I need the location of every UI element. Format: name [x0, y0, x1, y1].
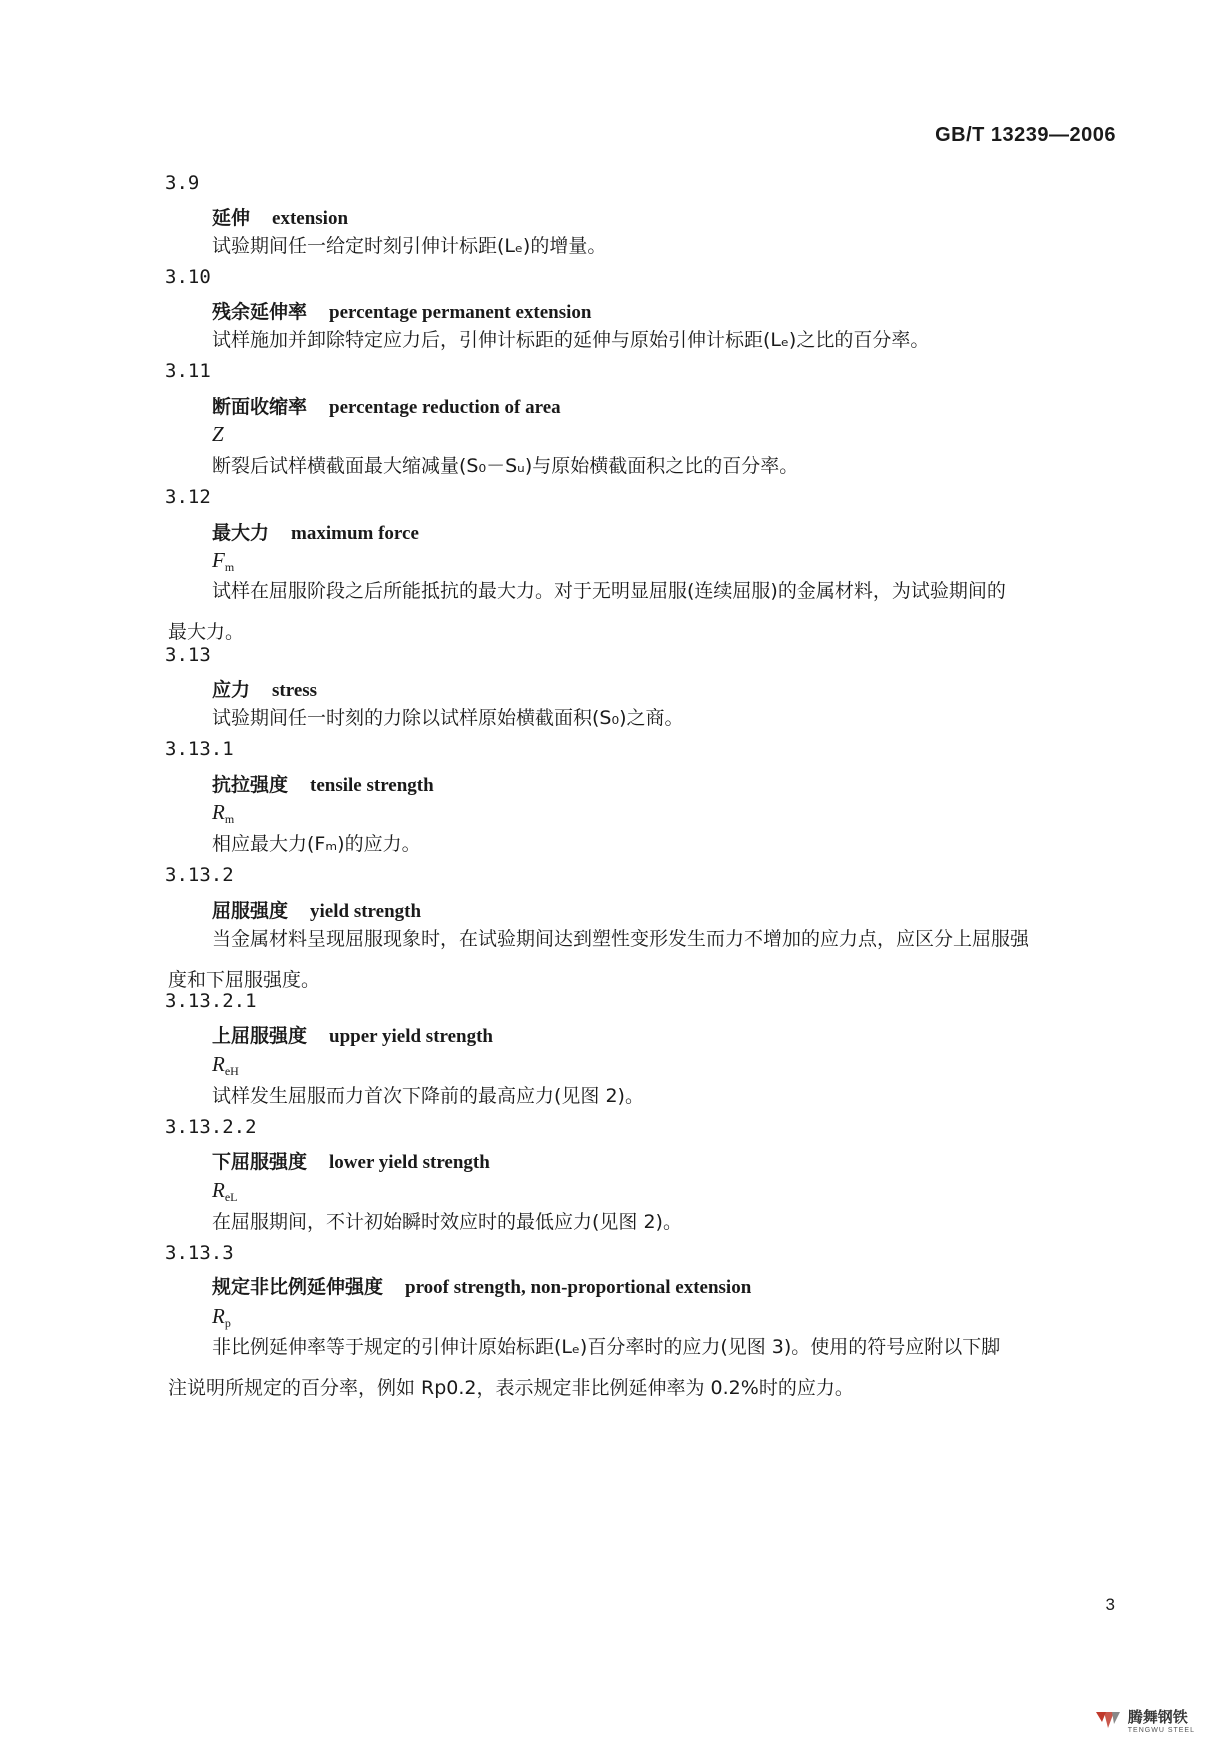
definition-line: 度和下屈服强度。	[168, 969, 321, 991]
symbol-sub: eL	[224, 1190, 238, 1204]
publisher-logo	[1094, 1706, 1195, 1734]
symbol	[212, 800, 234, 827]
term-heading	[212, 392, 561, 419]
definition	[168, 919, 1130, 1001]
definition: 试验期间任一给定时刻引伸计标距(Lₑ)的增量。	[212, 235, 607, 257]
term-en: yield strength	[310, 901, 422, 922]
symbol-sub: p	[224, 1316, 231, 1330]
clause-number: 3.11	[165, 360, 211, 382]
term-zh: 上屈服强度	[212, 1025, 308, 1047]
clause-number: 3.13.2	[165, 864, 234, 886]
definition: 断裂后试样横截面最大缩减量(S₀－Sᵤ)与原始横截面积之比的百分率。	[212, 455, 799, 477]
symbol-main: F	[212, 548, 225, 572]
clause-number: 3.13.2.1	[165, 990, 257, 1012]
term-heading	[212, 518, 419, 545]
symbol-main: R	[212, 1178, 225, 1202]
term-zh: 最大力	[212, 522, 270, 544]
clause-number: 3.13	[165, 644, 211, 666]
clause-number: 3.13.3	[165, 1242, 234, 1264]
clause-number: 3.9	[165, 172, 200, 194]
term-zh: 残余延伸率	[212, 301, 308, 323]
definition-line: 试样在屈服阶段之后所能抵抗的最大力。对于无明显屈服(连续屈服)的金属材料，为试验期间的	[212, 580, 1006, 602]
term-zh: 抗拉强度	[212, 774, 289, 796]
term-heading	[212, 770, 434, 797]
term-zh: 规定非比例延伸强度	[212, 1276, 384, 1298]
clause-number: 3.10	[165, 266, 211, 288]
term-en: tensile strength	[310, 775, 434, 796]
term-zh: 断面收缩率	[212, 396, 308, 418]
definition-line: 最大力。	[168, 621, 245, 643]
definition: 试样发生屈服而力首次下降前的最高应力(见图 2)。	[212, 1085, 644, 1107]
definition	[168, 571, 1130, 653]
standard-code: GB/T 13239—2006	[935, 124, 1116, 146]
clause-number: 3.13.1	[165, 738, 234, 760]
term-zh: 延伸	[212, 207, 251, 229]
term-zh: 屈服强度	[212, 900, 289, 922]
term-en: percentage reduction of area	[329, 397, 561, 418]
definition: 试验期间任一时刻的力除以试样原始横截面积(S₀)之商。	[212, 707, 684, 729]
definition-line: 非比例延伸率等于规定的引伸计原始标距(Lₑ)百分率时的应力(见图 3)。使用的符号应附以下脚	[212, 1336, 1001, 1358]
definition: 相应最大力(Fₘ)的应力。	[212, 833, 421, 855]
symbol	[212, 422, 224, 447]
term-zh: 下屈服强度	[212, 1151, 308, 1173]
symbol-main: R	[212, 1304, 225, 1328]
symbol-main: R	[212, 800, 225, 824]
term-en: lower yield strength	[329, 1152, 490, 1173]
symbol	[212, 1052, 239, 1079]
term-en: extension	[272, 208, 349, 229]
page-number: 3	[1105, 1595, 1115, 1614]
symbol-main: Z	[212, 422, 224, 446]
definition-line: 当金属材料呈现屈服现象时，在试验期间达到塑性变形发生而力不增加的应力点，应区分上屈服强	[212, 928, 1030, 950]
definition	[168, 1327, 1130, 1409]
tengwu-logo-icon	[1094, 1708, 1122, 1732]
logo-text-block	[1128, 1706, 1195, 1734]
term-en: stress	[272, 680, 318, 701]
symbol-sub: m	[224, 560, 235, 574]
term-heading	[212, 1272, 751, 1299]
definition-line: 注说明所规定的百分率，例如 Rp0.2，表示规定非比例延伸率为 0.2%时的应力。	[168, 1377, 854, 1399]
clause-number: 3.12	[165, 486, 211, 508]
logo-subtitle: TENGWU STEEL	[1127, 1727, 1195, 1734]
term-en: percentage permanent extension	[329, 302, 592, 323]
symbol	[212, 1178, 237, 1205]
symbol-sub: eH	[224, 1064, 239, 1078]
term-zh: 应力	[212, 679, 251, 701]
term-en: upper yield strength	[329, 1026, 494, 1047]
definition: 试样施加并卸除特定应力后，引伸计标距的延伸与原始引伸计标距(Lₑ)之比的百分率。	[212, 329, 930, 351]
term-en: proof strength, non-proportional extension	[405, 1277, 752, 1298]
logo-name: 腾舞钢铁	[1127, 1708, 1188, 1726]
symbol-sub: m	[224, 812, 235, 826]
definition: 在屈服期间，不计初始瞬时效应时的最低应力(见图 2)。	[212, 1211, 682, 1233]
symbol-main: R	[212, 1052, 225, 1076]
term-heading	[212, 1147, 490, 1174]
term-en: maximum force	[291, 523, 419, 544]
term-heading	[212, 1021, 493, 1048]
clause-number: 3.13.2.2	[165, 1116, 257, 1138]
